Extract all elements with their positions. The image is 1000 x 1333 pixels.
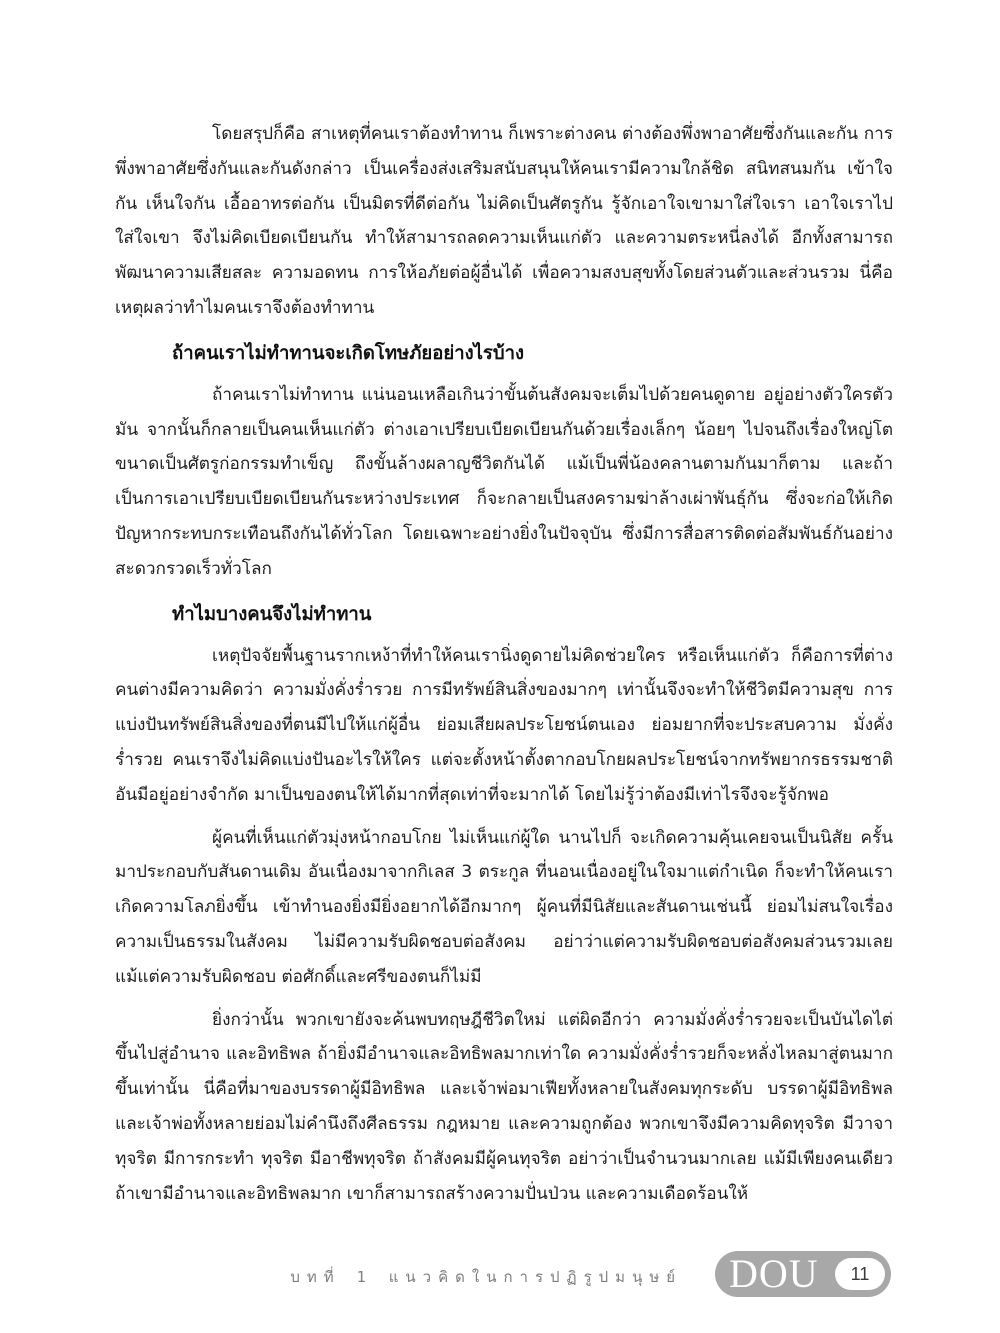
paragraph: โดยสรุปก็คือ สาเหตุที่คนเราต้องทำทาน ก็เพราะต่างคน ต่างต้องพึ่งพาอาศัยซึ่งกันและกัน การพึ่งพาอาศัยซึ่งกันและกันดังกล่าว เป็นเครื่องส่งเสริมสนับสนุนให้คนเรามีความใกล้ชิด สนิทสนมกัน เข้าใจกัน เห็นใจกัน เอื้ออาทรต่อกัน เป็นมิตรที่ดีต่อกัน ไม่คิดเป็นศัตรูกัน รู้จักเอาใจเขามาใส่ใจเรา เอาใจเราไปใส่ใจเขา จึงไม่คิดเบียดเบียนกัน ทำให้สามารถลดความเห็นแก่ตัว และความตระหนี่ลงได้ อีกทั้งสามารถพัฒนาความเสียสละ ความอดทน การให้อภัยต่อผู้อื่นได้ เพื่อความสงบสุขทั้งโดยส่วนตัวและส่วนรวม นี่คือเหตุผลว่าทำไมคนเราจึงต้องทำทาน <box>115 124 893 318</box>
paragraph: ยิ่งกว่านั้น พวกเขายังจะค้นพบทฤษฎีชีวิตใหม่ แต่ผิดอีกว่า ความมั่งคั่งร่ำรวยจะเป็นบันไดไต่ขึ้นไปสู่อำนาจ และอิทธิพล ถ้ายิ่งมีอำนาจและอิทธิพลมากเท่าใด ความมั่งคั่งร่ำรวยก็จะหลั่งไหลมาสู่ตนมากขึ้นเท่านั้น นี่คือที่มาของบรรดาผู้มีอิทธิพล และเจ้าพ่อมาเฟียทั้งหลายในสังคมทุกระดับ บรรดาผู้มีอิทธิพลและเจ้าพ่อทั้งหลายย่อมไม่คำนึงถึงศีลธรรม กฎหมาย และความถูกต้อง พวกเขาจึงมีความคิดทุจริต มีวาจาทุจริต มีการกระทำ ทุจริต มีอาชีพทุจริต ถ้าสังคมมีผู้คนทุจริต อย่าว่าเป็นจำนวนมากเลย แม้มีเพียงคนเดียว ถ้าเขามีอำนาจและอิทธิพลมาก เขาก็สามารถสร้างความปั่นป่วน และความเดือดร้อนให้ <box>115 1009 893 1204</box>
chapter-title: บทที่ 1 แนวคิดในการปฏิรูปมนุษย์ <box>290 1268 682 1286</box>
body-content <box>115 117 893 1219</box>
section-heading: ทำไมบางคนจึงไม่ทำทาน <box>172 603 372 625</box>
page-number: 11 <box>835 1258 885 1290</box>
paragraph: เหตุปัจจัยพื้นฐานรากเหง้าที่ทำให้คนเรานิ่งดูดายไม่คิดช่วยใคร หรือเห็นแก่ตัว ก็คือการที่ต่างคนต่างมีความคิดว่า ความมั่งคั่งร่ำรวย การมีทรัพย์สินสิ่งของมากๆ เท่านั้นจึงจะทำให้ชีวิตมีความสุข การแบ่งปันทรัพย์สินสิ่งของที่ตนมีไปให้แก่ผู้อื่น ย่อมเสียผลประโยชน์ตนเอง ย่อมยากที่จะประสบความ มั่งคั่งร่ำรวย คนเราจึงไม่คิดแบ่งปันอะไรให้ใคร แต่จะตั้งหน้าตั้งตากอบโกยผลประโยชน์จากทรัพยากรธรรมชาติอันมีอยู่อย่างจำกัด มาเป็นของตนให้ได้มากที่สุดเท่าที่จะมากได้ โดยไม่รู้ว่าต้องมีเท่าไรจึงจะรู้จักพอ <box>115 645 893 805</box>
paragraph: ถ้าคนเราไม่ทำทาน แน่นอนเหลือเกินว่าขั้นต้นสังคมจะเต็มไปด้วยคนดูดาย อยู่อย่างตัวใครตัวมัน จากนั้นก็กลายเป็นคนเห็นแก่ตัว ต่างเอาเปรียบเบียดเบียนกันด้วยเรื่องเล็กๆ น้อยๆ ไปจนถึงเรื่องใหญ่โต ขนาดเป็นศัตรูก่อกรรมทำเข็ญ ถึงขั้นล้างผลาญชีวิตกันได้ แม้เป็นพี่น้องคลานตามกันมาก็ตาม และถ้าเป็นการเอาเปรียบเบียดเบียนกันระหว่างประเทศ ก็จะกลายเป็นสงครามฆ่าล้างเผ่าพันธุ์กัน ซึ่งจะก่อให้เกิดปัญหากระทบกระเทือนถึงกันได้ทั่วโลก โดยเฉพาะอย่างยิ่งในปัจจุบัน ซึ่งมีการสื่อสารติดต่อสัมพันธ์กันอย่างสะดวกรวดเร็วทั่วโลก <box>115 384 893 579</box>
paragraph: ผู้คนที่เห็นแก่ตัวมุ่งหน้ากอบโกย ไม่เห็นแก่ผู้ใด นานไปก็ จะเกิดความคุ้นเคยจนเป็นนิสัย ครั้นมาประกอบกับสันดานเดิม อันเนื่องมาจากกิเลส 3 ตระกูล ที่นอนเนื่องอยู่ในใจมาแต่กำเนิด ก็จะทำให้คนเราเกิดความโลภยิ่งขึ้น เข้าทำนองยิ่งมียิ่งอยากได้อีกมากๆ ผู้คนที่มีนิสัยและสันดานเช่นนี้ ย่อมไม่สนใจเรื่องความเป็นธรรมในสังคม ไม่มีความรับผิดชอบต่อสังคม อย่าว่าแต่ความรับผิดชอบต่อสังคมส่วนรวมเลย แม้แต่ความรับผิดชอบ ต่อศักดิ์และศรีของตนก็ไม่มี <box>115 827 893 987</box>
page-footer <box>0 1245 1000 1305</box>
dou-logo: DOU <box>729 1251 819 1296</box>
section-heading: ถ้าคนเราไม่ทำทานจะเกิดโทษภัยอย่างไรบ้าง <box>172 342 525 364</box>
page-badge <box>715 1251 891 1297</box>
